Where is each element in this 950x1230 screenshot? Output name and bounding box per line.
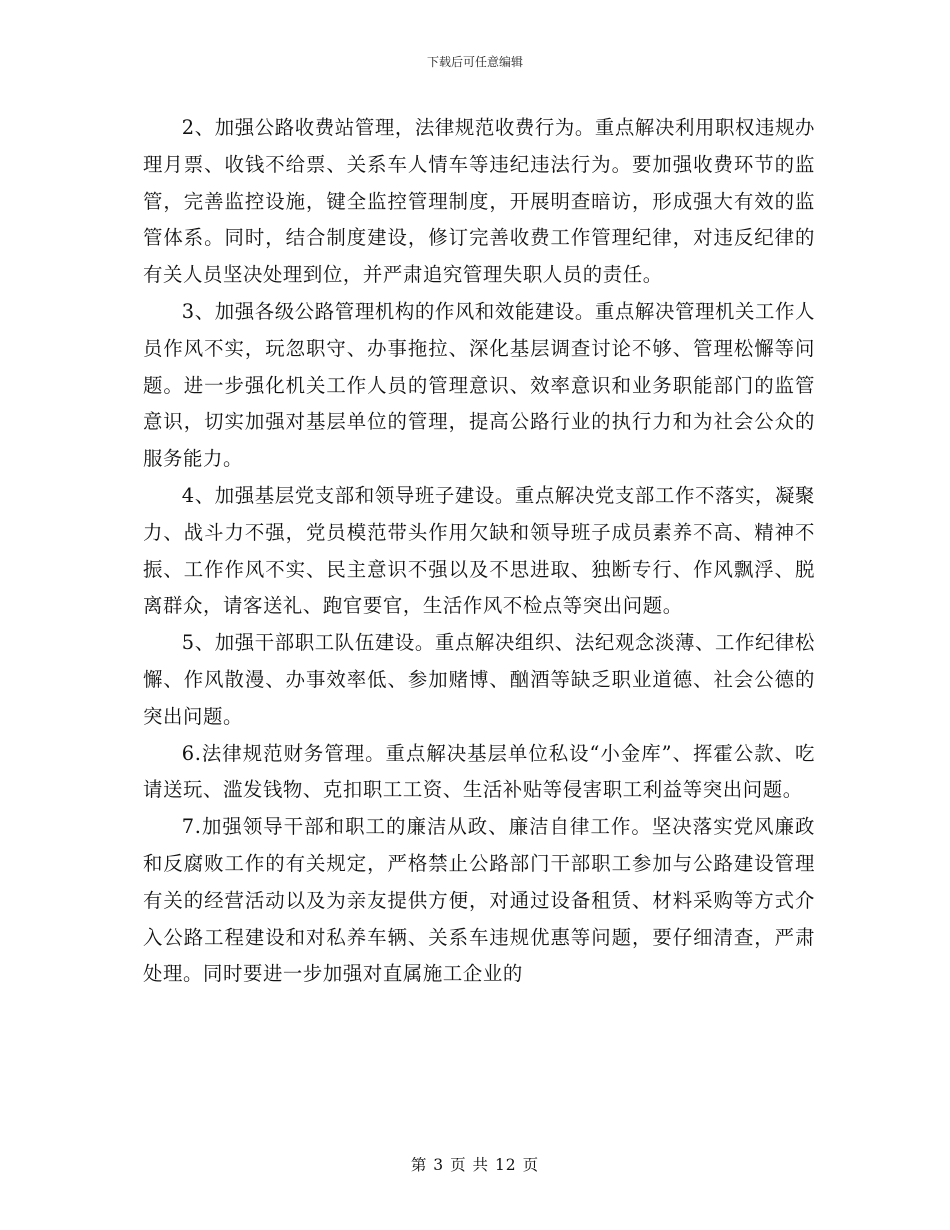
- paragraph-6: 6.法律规范财务管理。重点解决基层单位私设“小金库”、挥霍公款、吃请送玩、滥发钱物、克扣职工工资、生活补贴等侵害职工利益等突出问题。: [143, 741, 815, 802]
- paragraph-2: 2、加强公路收费站管理，法律规范收费行为。重点解决利用职权违规办理月票、收钱不给票、关系车人情车等违纪违法行为。要加强收费环节的监管，完善监控设施，键全监控管理制度，开展明查暗访，形成强大有效的监管体系。同时，结合制度建设，修订完善收费工作管理纪律，对违反纪律的有关人员坚决处理到位，并严肃追究管理失职人员的责任。: [143, 116, 815, 287]
- page-number-footer: 第 3 页 共 12 页: [410, 1156, 540, 1174]
- paragraph-7: 7.加强领导干部和职工的廉洁从政、廉洁自律工作。坚决落实党风廉政和反腐败工作的有关规定，严格禁止公路部门干部职工参加与公路建设管理有关的经营活动以及为亲友提供方便，对通过设备租赁、材料采购等方式介入公路工程建设和对私养车辆、关系车违规优惠等问题，要仔细清查，严肃处理。同时要进一步加强对直属施工企业的: [143, 815, 815, 986]
- paragraph-3: 3、加强各级公路管理机构的作风和效能建设。重点解决管理机关工作人员作风不实，玩忽职守、办事拖拉、深化基层调查讨论不够、管理松懈等问题。进一步强化机关工作人员的管理意识、效率意识和业务职能部门的监管意识，切实加强对基层单位的管理，提高公路行业的执行力和为社会公众的服务能力。: [143, 299, 815, 471]
- paragraph-4: 4、加强基层党支部和领导班子建设。重点解决党支部工作不落实，凝聚力、战斗力不强，党员模范带头作用欠缺和领导班子成员素养不高、精神不振、工作作风不实、民主意识不强以及不思进取、独断专行、作风飘浮、脱离群众，请客送礼、跑官要官，生活作风不检点等突出问题。: [143, 483, 815, 618]
- document-body: [143, 110, 815, 993]
- paragraph-5: 5、加强干部职工队伍建设。重点解决组织、法纪观念淡薄、工作纪律松懈、作风散漫、办事效率低、参加赌博、酗酒等缺乏职业道德、社会公德的突出问题。: [143, 631, 815, 728]
- page-header-note: 下载后可任意编辑: [426, 55, 523, 69]
